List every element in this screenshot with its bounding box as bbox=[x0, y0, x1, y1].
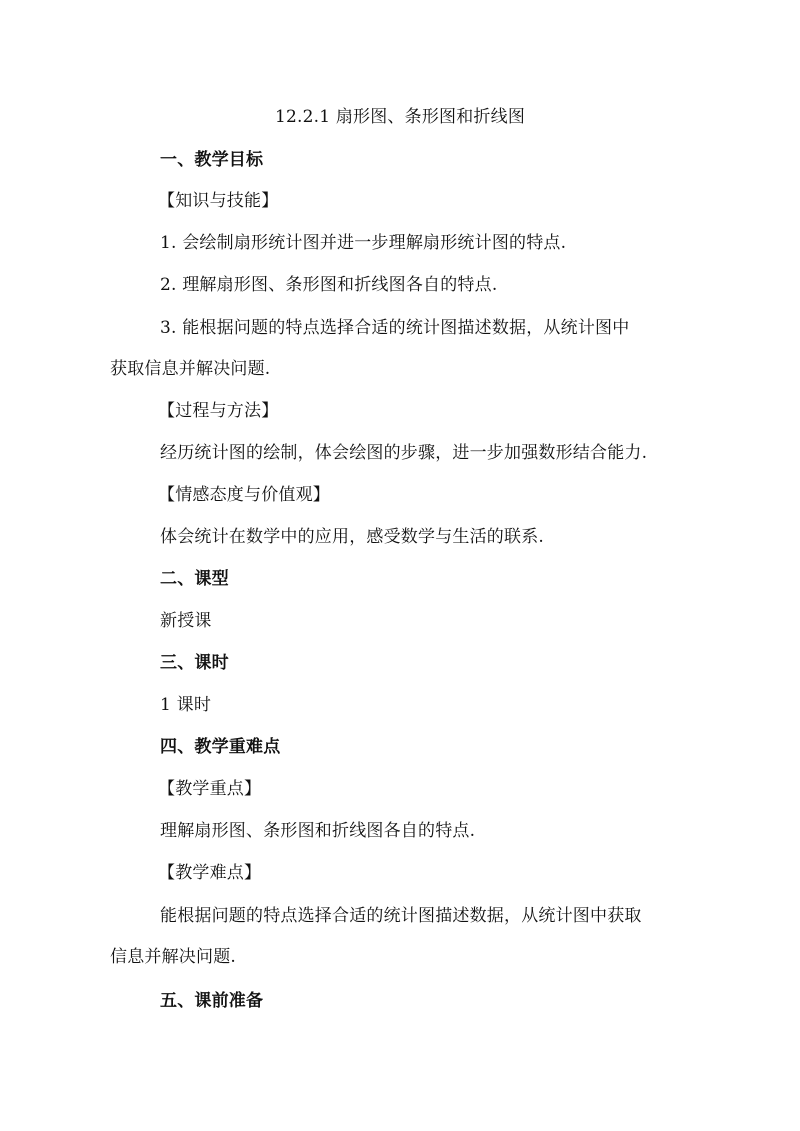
subheading-key-point: 【教学重点】 bbox=[158, 779, 262, 799]
section-heading-lesson-hours: 三、课时 bbox=[160, 653, 229, 673]
subheading-knowledge-skills: 【知识与技能】 bbox=[158, 191, 279, 211]
subheading-difficult-point: 【教学难点】 bbox=[158, 863, 262, 883]
difficult-point-text-line-1: 能根据问题的特点选择合适的统计图描述数据，从统计图中获取 bbox=[160, 906, 642, 926]
key-point-text: 理解扇形图、条形图和折线图各自的特点. bbox=[160, 821, 476, 841]
subheading-process-method: 【过程与方法】 bbox=[158, 401, 279, 421]
document-title: 12.2.1 扇形图、条形图和折线图 bbox=[274, 107, 526, 127]
difficult-point-text-line-2: 信息并解决问题. bbox=[110, 947, 237, 967]
objective-item-3-line-2: 获取信息并解决问题. bbox=[110, 359, 271, 379]
attitude-values-text: 体会统计在数学中的应用，感受数学与生活的联系. bbox=[160, 527, 545, 547]
objective-item-1: 1. 会绘制扇形统计图并进一步理解扇形统计图的特点. bbox=[160, 233, 567, 253]
section-heading-preparation: 五、课前准备 bbox=[160, 991, 264, 1011]
section-heading-key-points: 四、教学重难点 bbox=[160, 737, 281, 757]
process-method-text: 经历统计图的绘制，体会绘图的步骤，进一步加强数形结合能力. bbox=[160, 443, 648, 463]
objective-item-3-line-1: 3. 能根据问题的特点选择合适的统计图描述数据，从统计图中 bbox=[160, 318, 630, 338]
section-heading-lesson-type: 二、课型 bbox=[160, 569, 229, 589]
section-heading-objectives: 一、教学目标 bbox=[160, 150, 264, 170]
subheading-attitude-values: 【情感态度与价值观】 bbox=[158, 485, 330, 505]
objective-item-2: 2. 理解扇形图、条形图和折线图各自的特点. bbox=[160, 275, 498, 295]
lesson-type-text: 新授课 bbox=[160, 611, 212, 631]
lesson-hours-text: 1 课时 bbox=[160, 695, 212, 715]
